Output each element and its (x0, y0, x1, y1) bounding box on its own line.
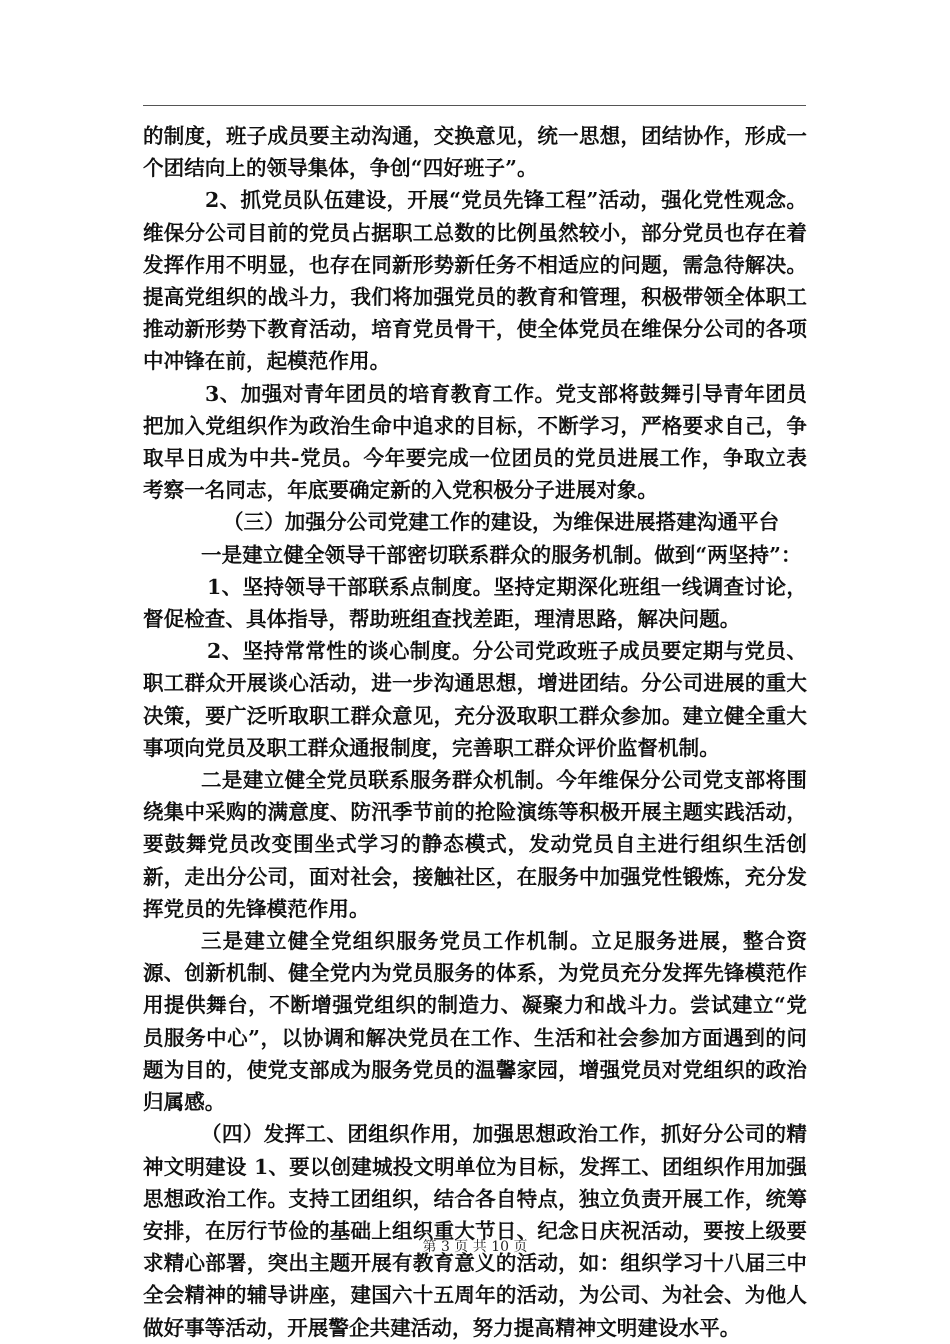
paragraph-4: 一是建立健全领导干部密切联系群众的服务机制。做到“两坚持”： (201, 542, 802, 567)
paragraph-8: 三是建立健全党组织服务党员工作机制。立足服务进展，整合资源、创新机制、健全党内为党员服务的体系，为党员充分发挥先锋模范作用提供舞台，不断增强党组织的制造力、凝聚力和战斗力。尝试建立“党员服务中心”，以协调和解决党员在工作、生活和社会参加方面遇到的问题为目的，使党支部成为服务党员的温馨家园，增强党员对党组织的政治归属感。 (143, 929, 807, 1115)
paragraph-1: 的制度，班子成员要主动沟通，交换意见，统一思想，团结协作，形成一个团结向上的领导集体，争创“四好班子”。 (143, 124, 807, 181)
page-number: 第 3 页 共 10 页 (422, 1239, 528, 1255)
paragraph-5: 1、坚持领导干部联系点制度。坚持定期深化班组一线调查讨论，督促检查、具体指导，帮助班组查找差距，理清思路，解决问题。 (143, 574, 807, 632)
document-body (143, 120, 807, 1344)
header-rule (143, 105, 806, 106)
section-heading-3: （三）加强分公司党建工作的建设，为维保进展搭建沟通平台 (223, 510, 780, 535)
paragraph-2: 2、抓党员队伍建设，开展“党员先锋工程”活动，强化党性观念。维保分公司目前的党员占据职工总数的比例虽然较小，部分党员也存在着发挥作用不明显，也存在同新形势新任务不相适应的问题，需急待解决。提高党组织的战斗力，我们将加强党员的教育和管理，积极带领全体职工推动新形势下教育活动，培育党员骨干，使全体党员在维保分公司的各项中冲锋在前，起模范作用。 (143, 188, 807, 374)
paragraph-6: 2、坚持常常性的谈心制度。分公司党政班子成员要定期与党员、职工群众开展谈心活动，进一步沟通思想，增进团结。分公司进展的重大决策，要广泛听取职工群众意见，充分汲取职工群众参加。建立健全重大事项向党员及职工群众通报制度，完善职工群众评价监督机制。 (143, 639, 807, 760)
paragraph-7: 二是建立健全党员联系服务群众机制。今年维保分公司党支部将围绕集中采购的满意度、防汛季节前的抢险演练等积极开展主题实践活动，要鼓舞党员改变围坐式学习的静态模式，发动党员自主进行组织生活创新，走出分公司，面对社会，接触社区，在服务中加强党性锻炼，充分发挥党员的先锋模范作用。 (143, 768, 807, 921)
paragraph-3: 3、加强对青年团员的培育教育工作。党支部将鼓舞引导青年团员把加入党组织作为政治生命中追求的目标，不断学习，严格要求自己，争取早日成为中共-党员。今年要完成一位团员的党员进展工作，争取立表考察一名同志，年底要确定新的入党积极分子进展对象。 (143, 381, 807, 503)
section-paragraph-4: （四）发挥工、团组织作用，加强思想政治工作，抓好分公司的精神文明建设 1、要以创建城投文明单位为目标，发挥工、团组织作用加强思想政治工作。支持工团组织，结合各自特点，独立负责开展工作，统筹安排，在厉行节俭的基础上组织重大节日、纪念日庆祝活动，要按上级要求精心部署，突出主题开展有教育意义的活动，如：组织学习十八届三中全会精神的辅导讲座，建国六十五周年的活动，为公司、为社会、为他人做好事等活动，开展警企共建活动，努力提高精神文明建设水平。 (143, 1122, 807, 1340)
